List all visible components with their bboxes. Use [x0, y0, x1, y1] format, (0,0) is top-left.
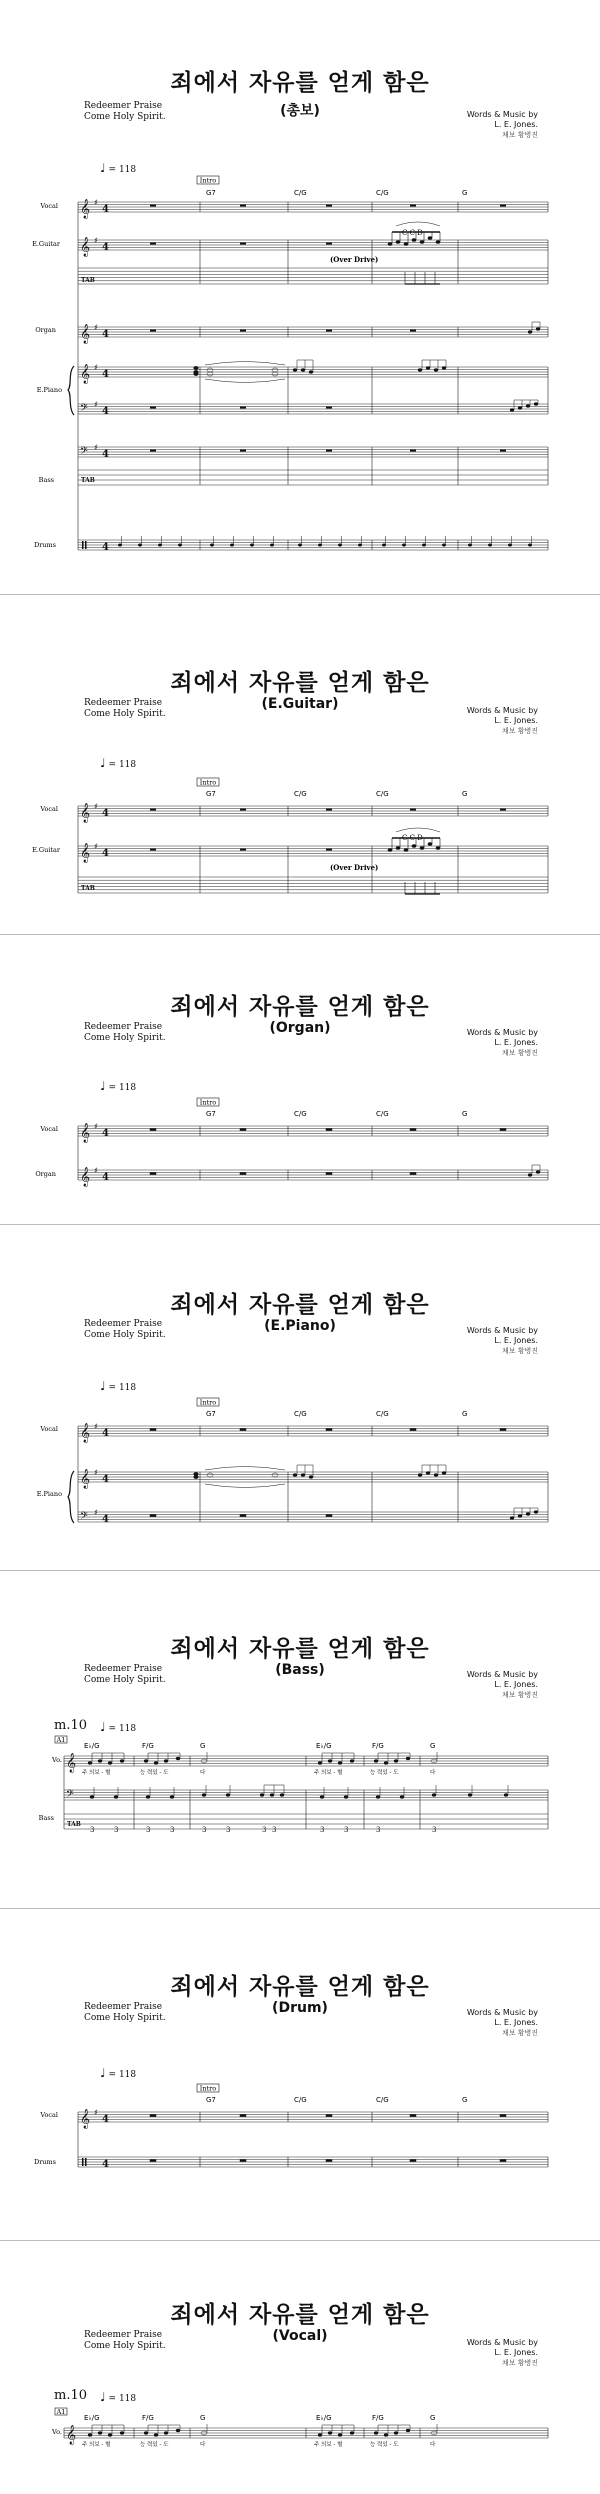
- instrument-label: Organ: [35, 326, 56, 334]
- svg-text:4: 4: [102, 808, 109, 819]
- tempo-value: = 118: [108, 1383, 137, 1393]
- lyric: 능 력있 - 도: [370, 1770, 399, 1776]
- song-title: 죄에서 자유를 얻게 함은: [170, 670, 430, 696]
- credits-line-1: Words & Music by: [466, 2008, 538, 2017]
- tempo-value: = 118: [108, 760, 137, 770]
- tab-clef-icon: TAB: [81, 277, 95, 284]
- chord-symbol: G7: [206, 1410, 216, 1418]
- song-title: 죄에서 자유를 얻게 함은: [170, 1292, 430, 1318]
- source-line-1: Redeemer Praise: [84, 101, 163, 111]
- source-line-1: Redeemer Praise: [84, 698, 163, 708]
- quarter-note-icon: ♩: [100, 2066, 106, 2080]
- source-line-1: Redeemer Praise: [84, 2330, 163, 2340]
- chord-symbol: G: [462, 1410, 468, 1418]
- chord-symbol: C/G: [376, 189, 389, 197]
- rehearsal-intro: Intro: [199, 1398, 217, 1407]
- instrument-label: Vocal: [40, 1425, 58, 1433]
- svg-text:3: 3: [226, 1826, 231, 1834]
- page-subtitle: (Bass): [275, 1662, 325, 1678]
- svg-text:♯: ♯: [94, 323, 98, 332]
- lyric: 주 의보 - 혈: [314, 2442, 343, 2448]
- chord-symbol: E♭/G: [316, 1742, 332, 1750]
- chord-symbol: G: [462, 1110, 468, 1118]
- svg-text:♯: ♯: [94, 802, 98, 811]
- chord-symbol: G: [462, 790, 468, 798]
- source-line-2: Come Holy Spirit.: [84, 709, 166, 719]
- treble-clef-icon: 𝄞: [80, 1123, 91, 1143]
- barlines: [78, 202, 548, 550]
- chord-symbol: E♭/G: [316, 2414, 332, 2422]
- svg-text:♯: ♯: [94, 842, 98, 851]
- chord-symbol: C/G: [294, 189, 307, 197]
- svg-text:♯: ♯: [94, 1166, 98, 1175]
- tempo-value: = 118: [108, 1724, 137, 1734]
- credits-line-1: Words & Music by: [466, 2338, 538, 2347]
- chord-symbol: E♭/G: [84, 1742, 100, 1750]
- credits-line-1: Words & Music by: [466, 1326, 538, 1335]
- instrument-label: Vocal: [40, 202, 58, 210]
- chord-symbol: G: [430, 1742, 436, 1750]
- over-drive-marking: (Over Drive): [330, 255, 379, 264]
- bass-clef-icon: 𝄢: [80, 1510, 88, 1524]
- song-title: 죄에서 자유를 얻게 함은: [170, 2302, 430, 2328]
- chord-symbol: C/G: [376, 790, 389, 798]
- source-line-2: Come Holy Spirit.: [84, 112, 166, 122]
- source-info: [84, 2330, 166, 2352]
- credits: [467, 1670, 538, 1700]
- score-page-vocal: [0, 2240, 600, 2494]
- svg-text:♯: ♯: [94, 1122, 98, 1131]
- percussion-clef-icon: [82, 541, 84, 549]
- credits-line-2: L. E. Jones.: [494, 2018, 538, 2027]
- credits-line-2: L. E. Jones.: [494, 120, 538, 129]
- svg-text:3: 3: [170, 1826, 175, 1834]
- svg-text:♯: ♯: [94, 1508, 98, 1517]
- rehearsal-a1: A1: [56, 2408, 66, 2416]
- svg-text:♯: ♯: [94, 1468, 98, 1477]
- score-page-drum: [0, 1908, 600, 2241]
- quarter-note-icon: ♩: [100, 1720, 106, 1734]
- svg-text:♯: ♯: [94, 1422, 98, 1431]
- song-title: 죄에서 자유를 얻게 함은: [170, 1974, 430, 2000]
- chord-symbol: G: [430, 2414, 436, 2422]
- score-page-full: [0, 0, 600, 595]
- tempo-marking: [100, 1079, 136, 1093]
- score-system: [0, 1734, 600, 1904]
- clef-signs: [80, 199, 95, 549]
- tempo-marking: [100, 1720, 136, 1734]
- lyric: 주 의보 - 혈: [82, 1770, 111, 1776]
- chord-symbol: F/G: [372, 1742, 384, 1750]
- chord-symbol: E♭/G: [84, 2414, 100, 2422]
- guitar-lick: [388, 828, 440, 894]
- svg-text:4: 4: [102, 204, 109, 215]
- chord-symbol: C/G: [294, 1410, 307, 1418]
- credits-line-2: L. E. Jones.: [494, 1336, 538, 1345]
- svg-text:4: 4: [102, 542, 109, 553]
- page-subtitle: (E.Piano): [264, 1318, 336, 1334]
- over-drive-marking: (Over Drive): [330, 863, 379, 872]
- quarter-note-icon: ♩: [100, 1379, 106, 1393]
- percussion-clef-icon: [82, 2158, 84, 2166]
- tab-clef-icon: TAB: [81, 477, 95, 484]
- staff-lines: [78, 202, 548, 550]
- source-line-1: Redeemer Praise: [84, 1022, 163, 1032]
- bass-tab: [90, 1826, 436, 1834]
- svg-text:3: 3: [432, 1826, 437, 1834]
- tempo-marking: [100, 2390, 136, 2404]
- credits-line-3: 채보 황병진: [501, 727, 538, 735]
- svg-text:4: 4: [102, 2114, 109, 2125]
- svg-text:3: 3: [262, 1826, 267, 1834]
- page-subtitle: (총보): [280, 103, 320, 119]
- guitar-solo-note-names: C C D: [402, 834, 423, 842]
- source-info: [84, 1319, 166, 1341]
- lyric: 능 력있 - 도: [140, 1770, 169, 1776]
- lyric: 다: [200, 2442, 206, 2448]
- score-system: [0, 1094, 600, 1204]
- credits-line-2: L. E. Jones.: [494, 716, 538, 725]
- treble-clef-icon: 𝄞: [80, 2109, 91, 2129]
- lyric: 다: [430, 1770, 436, 1776]
- chord-symbol: G7: [206, 189, 216, 197]
- tempo-value: = 118: [108, 2394, 137, 2404]
- tempo-value: = 118: [108, 2070, 137, 2080]
- song-title: 죄에서 자유를 얻게 함은: [170, 70, 430, 96]
- source-info: [84, 2002, 166, 2024]
- rehearsal-a1: A1: [56, 1736, 66, 1744]
- treble-clef-icon: 𝄞: [80, 324, 91, 344]
- key-time-signatures: [94, 198, 109, 553]
- svg-text:4: 4: [102, 406, 109, 417]
- chord-symbol: G: [462, 189, 468, 197]
- bass-notes: [150, 450, 506, 452]
- treble-clef-icon: 𝄞: [80, 237, 91, 257]
- svg-text:4: 4: [102, 242, 109, 253]
- instrument-label: E.Guitar: [32, 240, 60, 248]
- svg-text:4: 4: [102, 848, 109, 859]
- instrument-label: E.Piano: [36, 1490, 62, 1498]
- credits-line-3: 채보 황병진: [501, 2029, 538, 2037]
- tab-clef-icon: TAB: [81, 885, 95, 892]
- source-line-1: Redeemer Praise: [84, 1319, 163, 1329]
- source-info: [84, 698, 166, 720]
- svg-text:4: 4: [102, 1428, 109, 1439]
- lyric: 주 의보 - 혈: [314, 1770, 343, 1776]
- tab-clef-icon: TAB: [67, 1821, 81, 1828]
- svg-text:3: 3: [320, 1826, 325, 1834]
- treble-clef-icon: 𝄞: [66, 2425, 77, 2445]
- tempo-marking: [100, 2066, 136, 2080]
- score-system: [0, 172, 600, 582]
- source-line-2: Come Holy Spirit.: [84, 1675, 166, 1685]
- instrument-label: Bass: [38, 1814, 54, 1822]
- instrument-label: Drums: [33, 2158, 56, 2166]
- chord-symbol: G: [200, 2414, 206, 2422]
- chord-symbol: C/G: [294, 790, 307, 798]
- svg-text:4: 4: [102, 329, 109, 340]
- chord-symbol: C/G: [294, 2096, 307, 2104]
- chord-symbol: G7: [206, 2096, 216, 2104]
- source-line-2: Come Holy Spirit.: [84, 2341, 166, 2351]
- credits: [467, 2338, 538, 2368]
- rests: [150, 205, 506, 409]
- lyric: 주 의보 - 혈: [82, 2442, 111, 2448]
- credits: [467, 110, 538, 140]
- tempo-value: = 118: [108, 1083, 137, 1093]
- measure-number: m.10: [54, 2388, 88, 2403]
- score-page-bass: [0, 1570, 600, 1909]
- svg-text:♯: ♯: [94, 2108, 98, 2117]
- lyric: 능 력있 - 도: [370, 2442, 399, 2448]
- chord-symbol: C/G: [376, 1110, 389, 1118]
- svg-text:4: 4: [102, 1172, 109, 1183]
- score-page-organ: [0, 934, 600, 1225]
- instrument-label: Bass: [38, 476, 54, 484]
- chord-symbol: G7: [206, 790, 216, 798]
- treble-clef-icon: 𝄞: [80, 1167, 91, 1187]
- svg-text:♯: ♯: [94, 363, 98, 372]
- svg-text:3: 3: [146, 1826, 151, 1834]
- treble-clef-icon: 𝄞: [80, 364, 91, 384]
- svg-text:♯: ♯: [94, 400, 98, 409]
- credits-line-3: 채보 황병진: [501, 1049, 538, 1057]
- svg-text:3: 3: [114, 1826, 119, 1834]
- quarter-note-icon: ♩: [100, 756, 106, 770]
- rehearsal-intro: Intro: [199, 778, 217, 787]
- chord-symbol: G7: [206, 1110, 216, 1118]
- guitar-lick: [388, 222, 440, 284]
- tempo-value: = 118: [108, 165, 137, 175]
- credits: [467, 1326, 538, 1356]
- svg-text:♯: ♯: [94, 443, 98, 452]
- score-page-epiano: [0, 1224, 600, 1571]
- song-title: 죄에서 자유를 얻게 함은: [170, 1636, 430, 1662]
- source-line-2: Come Holy Spirit.: [84, 1033, 166, 1043]
- rehearsal-intro: Intro: [199, 2084, 217, 2093]
- credits-line-2: L. E. Jones.: [494, 1680, 538, 1689]
- source-info: [84, 1022, 166, 1044]
- bass-clef-icon: 𝄢: [80, 402, 88, 416]
- score-system: [0, 2406, 600, 2476]
- source-line-1: Redeemer Praise: [84, 1664, 163, 1674]
- score-system: [0, 774, 600, 914]
- chord-symbol: F/G: [142, 2414, 154, 2422]
- svg-text:3: 3: [272, 1826, 277, 1834]
- svg-text:4: 4: [102, 1474, 109, 1485]
- credits-line-3: 채보 황병진: [501, 2359, 538, 2367]
- bass-line: [90, 1785, 508, 1799]
- lyric: 다: [200, 1770, 206, 1776]
- quarter-note-icon: ♩: [100, 2390, 106, 2404]
- svg-text:3: 3: [376, 1826, 381, 1834]
- credits: [467, 1028, 538, 1058]
- credits-line-3: 채보 황병진: [501, 1347, 538, 1355]
- svg-text:4: 4: [102, 449, 109, 460]
- rehearsal-intro: Intro: [199, 176, 217, 185]
- page-subtitle: (Vocal): [272, 2328, 328, 2344]
- score-page-guitar: [0, 594, 600, 935]
- credits-line-2: L. E. Jones.: [494, 2348, 538, 2357]
- svg-text:3: 3: [202, 1826, 207, 1834]
- source-line-1: Redeemer Praise: [84, 2002, 163, 2012]
- instrument-label: Vo.: [52, 1756, 62, 1764]
- treble-clef-icon: 𝄞: [80, 1423, 91, 1443]
- svg-text:4: 4: [102, 369, 109, 380]
- instrument-label: E.Guitar: [32, 846, 60, 854]
- treble-clef-icon: 𝄞: [80, 843, 91, 863]
- treble-clef-icon: 𝄞: [80, 803, 91, 823]
- quarter-note-icon: ♩: [100, 161, 106, 175]
- svg-text:3: 3: [344, 1826, 349, 1834]
- credits-line-2: L. E. Jones.: [494, 1038, 538, 1047]
- guitar-solo-note-names: C C D: [402, 229, 423, 237]
- chord-symbol: G: [462, 2096, 468, 2104]
- svg-text:♯: ♯: [94, 198, 98, 207]
- source-info: [84, 1664, 166, 1686]
- chord-symbol: C/G: [376, 2096, 389, 2104]
- measure-number: m.10: [54, 1718, 88, 1733]
- credits-line-1: Words & Music by: [466, 1670, 538, 1679]
- tempo-marking: [100, 1379, 136, 1393]
- svg-text:3: 3: [90, 1826, 95, 1834]
- source-info: [84, 101, 166, 123]
- page-subtitle: (Organ): [269, 1020, 331, 1036]
- lyric: 다: [430, 2442, 436, 2448]
- source-line-2: Come Holy Spirit.: [84, 1330, 166, 1340]
- chord-symbol: F/G: [372, 2414, 384, 2422]
- instrument-label: E.Piano: [36, 386, 62, 394]
- song-title: 죄에서 자유를 얻게 함은: [170, 994, 430, 1020]
- svg-text:4: 4: [102, 2159, 109, 2170]
- piano-brace: [68, 1471, 74, 1523]
- page-subtitle: (Drum): [272, 2000, 328, 2016]
- tempo-marking: [100, 756, 136, 770]
- source-line-2: Come Holy Spirit.: [84, 2013, 166, 2023]
- credits-line-3: 채보 황병진: [501, 131, 538, 139]
- instrument-label: Vo.: [52, 2428, 62, 2436]
- chord-symbol: C/G: [294, 1110, 307, 1118]
- score-system: [0, 1394, 600, 1554]
- svg-text:4: 4: [102, 1128, 109, 1139]
- credits-line-3: 채보 황병진: [501, 1691, 538, 1699]
- bass-clef-icon: 𝄢: [66, 1788, 74, 1802]
- quarter-note-icon: ♩: [100, 1079, 106, 1093]
- lyric: 능 력있 - 도: [140, 2442, 169, 2448]
- instrument-label: Vocal: [40, 805, 58, 813]
- instrument-label: Vocal: [40, 2111, 58, 2119]
- piano-brace: [68, 366, 74, 415]
- instrument-label: Organ: [35, 1170, 56, 1178]
- chord-symbol: F/G: [142, 1742, 154, 1750]
- score-system: [0, 2080, 600, 2200]
- instrument-label: Drums: [33, 541, 56, 549]
- treble-clef-icon: 𝄞: [80, 1469, 91, 1489]
- instrument-label: Vocal: [40, 1125, 58, 1133]
- treble-clef-icon: 𝄞: [80, 199, 91, 219]
- credits-line-1: Words & Music by: [466, 110, 538, 119]
- credits: [467, 2008, 538, 2038]
- rehearsal-intro: Intro: [199, 1098, 217, 1107]
- page-subtitle: (E.Guitar): [261, 696, 339, 712]
- bass-clef-icon: 𝄢: [80, 445, 88, 459]
- svg-text:♯: ♯: [94, 236, 98, 245]
- credits-line-1: Words & Music by: [466, 706, 538, 715]
- credits-line-1: Words & Music by: [466, 1028, 538, 1037]
- credits: [467, 706, 538, 736]
- chord-symbol: C/G: [376, 1410, 389, 1418]
- treble-clef-icon: 𝄞: [66, 1753, 77, 1773]
- chord-symbol: G: [200, 1742, 206, 1750]
- svg-text:4: 4: [102, 1514, 109, 1525]
